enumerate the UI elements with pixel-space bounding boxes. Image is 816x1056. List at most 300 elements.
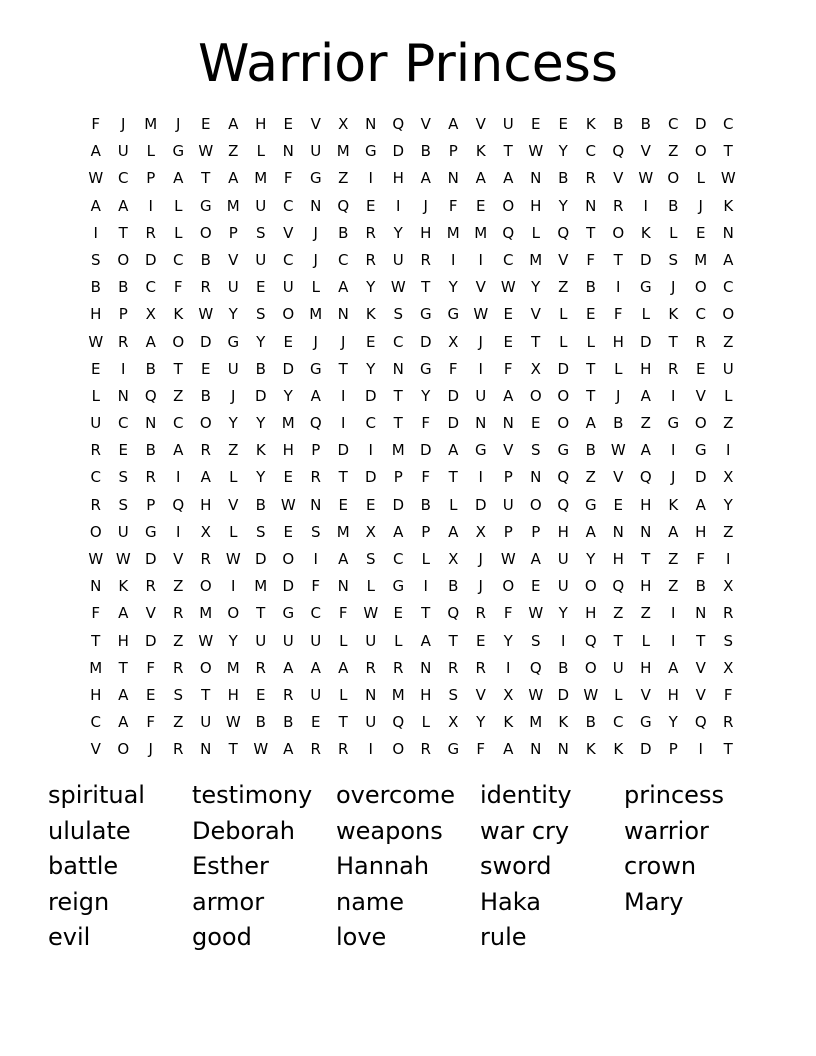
grid-letter[interactable]: I xyxy=(671,604,676,623)
grid-letter[interactable]: L xyxy=(559,332,568,351)
grid-letter[interactable]: J xyxy=(671,278,676,297)
grid-letter[interactable]: A xyxy=(338,550,349,568)
grid-letter[interactable]: Y xyxy=(531,278,541,297)
grid-letter[interactable]: G xyxy=(584,495,597,514)
grid-letter[interactable]: T xyxy=(173,359,183,378)
grid-letter[interactable]: R xyxy=(283,685,294,704)
grid-letter[interactable]: Z xyxy=(723,522,734,541)
grid-letter[interactable]: F xyxy=(91,115,101,133)
grid-letter[interactable]: A xyxy=(90,196,101,215)
grid-letter[interactable]: H xyxy=(557,522,569,541)
grid-letter[interactable]: L xyxy=(641,305,650,324)
grid-letter[interactable]: A xyxy=(640,386,651,405)
grid-letter[interactable]: Y xyxy=(558,196,568,215)
grid-letter[interactable]: R xyxy=(200,441,211,460)
grid-letter[interactable]: X xyxy=(338,115,349,133)
grid-letter[interactable]: U xyxy=(227,278,239,297)
grid-letter[interactable]: W xyxy=(500,278,516,297)
grid-letter[interactable]: P xyxy=(146,495,156,514)
grid-letter[interactable]: D xyxy=(694,468,707,487)
grid-letter[interactable]: S xyxy=(365,550,376,568)
grid-letter[interactable]: R xyxy=(723,604,734,623)
grid-letter[interactable]: V xyxy=(90,740,101,759)
grid-letter[interactable]: N xyxy=(722,223,734,242)
grid-letter[interactable]: U xyxy=(310,685,322,704)
grid-letter[interactable]: Z xyxy=(723,332,734,351)
grid-letter[interactable]: C xyxy=(723,115,734,133)
grid-letter[interactable]: H xyxy=(640,577,652,596)
grid-letter[interactable]: A xyxy=(393,522,404,541)
grid-letter[interactable]: X xyxy=(723,577,734,596)
grid-letter[interactable]: V xyxy=(475,278,486,297)
grid-letter[interactable]: X xyxy=(475,522,486,541)
grid-letter[interactable]: N xyxy=(530,468,542,487)
grid-letter[interactable]: M xyxy=(529,713,543,732)
grid-letter[interactable]: Z xyxy=(585,468,596,487)
grid-letter[interactable]: I xyxy=(368,169,373,188)
grid-letter[interactable]: W xyxy=(610,441,626,460)
grid-letter[interactable]: B xyxy=(613,414,624,433)
grid-letter[interactable]: U xyxy=(255,631,267,650)
grid-letter[interactable]: Y xyxy=(586,550,596,568)
grid-letter[interactable]: W xyxy=(198,305,214,324)
grid-letter[interactable]: T xyxy=(91,631,101,650)
grid-letter[interactable]: Z xyxy=(338,169,349,188)
grid-letter[interactable]: D xyxy=(282,359,295,378)
grid-letter[interactable]: J xyxy=(148,740,153,759)
grid-letter[interactable]: S xyxy=(118,468,129,487)
grid-letter[interactable]: C xyxy=(90,713,101,732)
grid-letter[interactable]: O xyxy=(172,332,185,351)
grid-letter[interactable]: U xyxy=(557,550,569,568)
grid-letter[interactable]: C xyxy=(613,713,624,732)
grid-letter[interactable]: B xyxy=(118,278,129,297)
grid-letter[interactable]: R xyxy=(448,658,459,677)
grid-letter[interactable]: G xyxy=(419,305,432,324)
grid-letter[interactable]: B xyxy=(200,386,211,405)
grid-letter[interactable]: L xyxy=(696,169,705,188)
grid-letter[interactable]: O xyxy=(529,495,542,514)
grid-letter[interactable]: M xyxy=(529,250,543,269)
grid-letter[interactable]: Z xyxy=(640,604,651,623)
grid-letter[interactable]: T xyxy=(421,278,431,297)
grid-letter[interactable]: N xyxy=(200,740,212,759)
grid-letter[interactable]: S xyxy=(530,441,541,460)
grid-letter[interactable]: I xyxy=(368,441,373,460)
grid-letter[interactable]: J xyxy=(698,196,703,215)
grid-letter[interactable]: G xyxy=(172,142,185,161)
grid-letter[interactable]: N xyxy=(475,414,487,433)
grid-letter[interactable]: O xyxy=(392,740,405,759)
grid-letter[interactable]: Z xyxy=(723,414,734,433)
grid-letter[interactable]: J xyxy=(478,332,483,351)
grid-letter[interactable]: N xyxy=(310,196,322,215)
grid-letter[interactable]: C xyxy=(503,250,514,269)
grid-letter[interactable]: V xyxy=(640,142,651,161)
grid-letter[interactable]: N xyxy=(337,577,349,596)
grid-letter[interactable]: R xyxy=(668,359,679,378)
grid-letter[interactable]: W xyxy=(720,169,736,188)
grid-letter[interactable]: U xyxy=(392,250,404,269)
grid-letter[interactable]: Q xyxy=(584,631,597,650)
grid-letter[interactable]: B xyxy=(338,223,349,242)
grid-letter[interactable]: G xyxy=(557,441,570,460)
grid-letter[interactable]: A xyxy=(338,658,349,677)
grid-letter[interactable]: J xyxy=(423,196,428,215)
grid-letter[interactable]: R xyxy=(695,332,706,351)
grid-letter[interactable]: U xyxy=(557,577,569,596)
grid-letter[interactable]: V xyxy=(420,115,431,133)
grid-letter[interactable]: G xyxy=(474,441,487,460)
grid-letter[interactable]: R xyxy=(118,332,129,351)
grid-letter[interactable]: V xyxy=(558,250,569,269)
grid-letter[interactable]: Y xyxy=(421,386,431,405)
grid-letter[interactable]: S xyxy=(255,522,266,541)
grid-letter[interactable]: J xyxy=(616,386,621,405)
grid-letter[interactable]: C xyxy=(310,604,321,623)
grid-letter[interactable]: H xyxy=(640,359,652,378)
grid-letter[interactable]: A xyxy=(668,658,679,677)
grid-letter[interactable]: W xyxy=(528,142,544,161)
grid-letter[interactable]: O xyxy=(117,250,130,269)
grid-letter[interactable]: E xyxy=(696,223,706,242)
grid-letter[interactable]: S xyxy=(530,631,541,650)
grid-letter[interactable]: I xyxy=(423,577,428,596)
grid-letter[interactable]: L xyxy=(641,631,650,650)
grid-letter[interactable]: V xyxy=(695,685,706,704)
grid-letter[interactable]: D xyxy=(392,495,405,514)
grid-letter[interactable]: D xyxy=(364,468,377,487)
grid-letter[interactable]: R xyxy=(145,223,156,242)
grid-letter[interactable]: K xyxy=(668,495,679,514)
grid-letter[interactable]: J xyxy=(313,332,318,351)
grid-letter[interactable]: B xyxy=(90,278,101,297)
grid-letter[interactable]: F xyxy=(448,359,458,378)
grid-letter[interactable]: Y xyxy=(256,414,266,433)
grid-letter[interactable]: P xyxy=(503,468,513,487)
grid-letter[interactable]: E xyxy=(283,332,293,351)
grid-letter[interactable]: Z xyxy=(613,604,624,623)
grid-letter[interactable]: R xyxy=(200,278,211,297)
grid-letter[interactable]: K xyxy=(255,441,266,460)
grid-letter[interactable]: L xyxy=(394,631,403,650)
grid-letter[interactable]: T xyxy=(586,386,596,405)
grid-letter[interactable]: G xyxy=(639,278,652,297)
grid-letter[interactable]: L xyxy=(146,142,155,161)
grid-letter[interactable]: T xyxy=(201,169,211,188)
grid-letter[interactable]: E xyxy=(476,631,486,650)
grid-letter[interactable]: T xyxy=(503,142,513,161)
grid-letter[interactable]: G xyxy=(309,169,322,188)
grid-letter[interactable]: J xyxy=(231,386,236,405)
grid-letter[interactable]: E xyxy=(696,359,706,378)
grid-letter[interactable]: U xyxy=(722,359,734,378)
grid-letter[interactable]: A xyxy=(448,115,459,133)
grid-letter[interactable]: P xyxy=(668,740,678,759)
grid-letter[interactable]: Q xyxy=(612,142,625,161)
grid-letter[interactable]: L xyxy=(559,305,568,324)
grid-letter[interactable]: W xyxy=(638,169,654,188)
grid-letter[interactable]: T xyxy=(228,740,238,759)
grid-letter[interactable]: T xyxy=(723,740,733,759)
grid-letter[interactable]: I xyxy=(176,468,181,487)
grid-letter[interactable]: A xyxy=(420,169,431,188)
grid-letter[interactable]: Y xyxy=(476,713,486,732)
grid-letter[interactable]: R xyxy=(145,468,156,487)
grid-letter[interactable]: T xyxy=(338,468,348,487)
grid-letter[interactable]: X xyxy=(365,522,376,541)
grid-letter[interactable]: S xyxy=(723,631,734,650)
grid-letter[interactable]: E xyxy=(531,115,541,133)
grid-letter[interactable]: E xyxy=(256,685,266,704)
grid-letter[interactable]: A xyxy=(530,550,541,568)
grid-letter[interactable]: Y xyxy=(256,468,266,487)
grid-letter[interactable]: O xyxy=(612,223,625,242)
grid-letter[interactable]: X xyxy=(723,468,734,487)
grid-letter[interactable]: Z xyxy=(173,577,184,596)
grid-letter[interactable]: J xyxy=(478,577,483,596)
grid-letter[interactable]: X xyxy=(503,685,514,704)
grid-letter[interactable]: P xyxy=(118,305,128,324)
grid-letter[interactable]: E xyxy=(366,332,376,351)
grid-letter[interactable]: W xyxy=(473,305,489,324)
grid-letter[interactable]: H xyxy=(90,305,102,324)
grid-letter[interactable]: V xyxy=(173,550,184,568)
grid-letter[interactable]: L xyxy=(531,223,540,242)
grid-letter[interactable]: Z xyxy=(558,278,569,297)
grid-letter[interactable]: F xyxy=(696,550,706,568)
grid-letter[interactable]: R xyxy=(420,250,431,269)
grid-letter[interactable]: G xyxy=(639,713,652,732)
grid-letter[interactable]: R xyxy=(475,604,486,623)
grid-letter[interactable]: A xyxy=(668,522,679,541)
grid-letter[interactable]: K xyxy=(668,305,679,324)
grid-letter[interactable]: R xyxy=(365,250,376,269)
grid-letter[interactable]: H xyxy=(392,169,404,188)
grid-letter[interactable]: U xyxy=(227,359,239,378)
grid-letter[interactable]: T xyxy=(586,223,596,242)
grid-letter[interactable]: T xyxy=(256,604,266,623)
grid-letter[interactable]: W xyxy=(88,169,104,188)
grid-letter[interactable]: N xyxy=(117,386,129,405)
grid-letter[interactable]: H xyxy=(200,495,212,514)
grid-letter[interactable]: A xyxy=(338,278,349,297)
grid-letter[interactable]: D xyxy=(254,386,267,405)
grid-letter[interactable]: T xyxy=(613,631,623,650)
grid-letter[interactable]: F xyxy=(146,713,156,732)
grid-letter[interactable]: N xyxy=(502,414,514,433)
grid-letter[interactable]: E xyxy=(311,713,321,732)
grid-letter[interactable]: B xyxy=(448,577,459,596)
grid-letter[interactable]: C xyxy=(393,550,404,568)
grid-letter[interactable]: Z xyxy=(668,550,679,568)
grid-letter[interactable]: L xyxy=(614,359,623,378)
grid-letter[interactable]: S xyxy=(668,250,679,269)
grid-letter[interactable]: Z xyxy=(173,713,184,732)
grid-letter[interactable]: S xyxy=(255,305,266,324)
grid-letter[interactable]: F xyxy=(91,604,101,623)
grid-letter[interactable]: U xyxy=(365,631,377,650)
grid-letter[interactable]: C xyxy=(393,332,404,351)
grid-letter[interactable]: A xyxy=(118,713,129,732)
grid-letter[interactable]: M xyxy=(226,196,240,215)
grid-letter[interactable]: V xyxy=(475,115,486,133)
grid-letter[interactable]: U xyxy=(502,115,514,133)
grid-letter[interactable]: Y xyxy=(558,604,568,623)
grid-letter[interactable]: I xyxy=(231,577,236,596)
grid-letter[interactable]: E xyxy=(256,278,266,297)
grid-letter[interactable]: C xyxy=(173,414,184,433)
grid-letter[interactable]: I xyxy=(561,631,566,650)
grid-letter[interactable]: I xyxy=(726,441,731,460)
grid-letter[interactable]: B xyxy=(200,250,211,269)
grid-letter[interactable]: N xyxy=(365,115,377,133)
grid-letter[interactable]: M xyxy=(199,604,213,623)
grid-letter[interactable]: N xyxy=(640,522,652,541)
grid-letter[interactable]: I xyxy=(698,740,703,759)
grid-letter[interactable]: F xyxy=(586,250,596,269)
grid-letter[interactable]: Q xyxy=(557,223,570,242)
grid-letter[interactable]: K xyxy=(723,196,734,215)
grid-letter[interactable]: E xyxy=(366,495,376,514)
grid-letter[interactable]: A xyxy=(90,142,101,161)
grid-letter[interactable]: D xyxy=(144,250,157,269)
grid-letter[interactable]: E xyxy=(146,685,156,704)
grid-letter[interactable]: N xyxy=(310,495,322,514)
grid-letter[interactable]: O xyxy=(117,740,130,759)
grid-letter[interactable]: L xyxy=(339,631,348,650)
grid-letter[interactable]: Y xyxy=(503,631,513,650)
grid-letter[interactable]: M xyxy=(89,658,103,677)
grid-letter[interactable]: N xyxy=(337,305,349,324)
grid-letter[interactable]: W xyxy=(390,278,406,297)
grid-letter[interactable]: I xyxy=(671,631,676,650)
grid-letter[interactable]: L xyxy=(229,468,238,487)
grid-letter[interactable]: A xyxy=(695,495,706,514)
grid-letter[interactable]: Y xyxy=(366,359,376,378)
grid-letter[interactable]: J xyxy=(176,115,181,133)
grid-letter[interactable]: I xyxy=(93,223,98,242)
grid-letter[interactable]: A xyxy=(118,685,129,704)
grid-letter[interactable]: A xyxy=(200,468,211,487)
grid-letter[interactable]: M xyxy=(226,658,240,677)
grid-letter[interactable]: Q xyxy=(392,713,405,732)
grid-letter[interactable]: C xyxy=(338,250,349,269)
grid-letter[interactable]: L xyxy=(421,550,430,568)
grid-letter[interactable]: S xyxy=(310,522,321,541)
grid-letter[interactable]: J xyxy=(121,115,126,133)
grid-letter[interactable]: C xyxy=(145,278,156,297)
grid-letter[interactable]: I xyxy=(726,550,731,568)
grid-letter[interactable]: H xyxy=(612,550,624,568)
grid-letter[interactable]: K xyxy=(585,740,596,759)
grid-letter[interactable]: B xyxy=(558,658,569,677)
grid-letter[interactable]: J xyxy=(671,468,676,487)
grid-letter[interactable]: F xyxy=(723,685,733,704)
grid-letter[interactable]: D xyxy=(419,332,432,351)
grid-letter[interactable]: Y xyxy=(366,278,376,297)
grid-letter[interactable]: B xyxy=(145,359,156,378)
grid-letter[interactable]: E xyxy=(531,577,541,596)
grid-letter[interactable]: N xyxy=(530,740,542,759)
grid-letter[interactable]: H xyxy=(420,685,432,704)
grid-letter[interactable]: M xyxy=(336,142,350,161)
grid-letter[interactable]: T xyxy=(393,414,403,433)
grid-letter[interactable]: T xyxy=(668,332,678,351)
grid-letter[interactable]: O xyxy=(694,278,707,297)
grid-letter[interactable]: C xyxy=(283,196,294,215)
grid-letter[interactable]: R xyxy=(200,550,211,568)
grid-letter[interactable]: L xyxy=(174,223,183,242)
grid-letter[interactable]: W xyxy=(88,550,104,568)
grid-letter[interactable]: B xyxy=(668,196,679,215)
grid-letter[interactable]: A xyxy=(503,386,514,405)
grid-letter[interactable]: G xyxy=(447,305,460,324)
grid-letter[interactable]: M xyxy=(446,223,460,242)
grid-letter[interactable]: X xyxy=(200,522,211,541)
grid-letter[interactable]: D xyxy=(254,550,267,568)
grid-letter[interactable]: V xyxy=(530,305,541,324)
grid-letter[interactable]: F xyxy=(613,305,623,324)
grid-letter[interactable]: Q xyxy=(694,713,707,732)
grid-letter[interactable]: W xyxy=(225,713,241,732)
grid-letter[interactable]: E xyxy=(283,522,293,541)
grid-letter[interactable]: F xyxy=(311,577,321,596)
grid-letter[interactable]: H xyxy=(530,196,542,215)
grid-letter[interactable]: Z xyxy=(173,386,184,405)
grid-letter[interactable]: F xyxy=(503,604,513,623)
grid-letter[interactable]: F xyxy=(283,169,293,188)
grid-letter[interactable]: K xyxy=(558,713,569,732)
grid-letter[interactable]: H xyxy=(255,115,267,133)
grid-letter[interactable]: I xyxy=(616,278,621,297)
grid-letter[interactable]: J xyxy=(313,223,318,242)
grid-letter[interactable]: E xyxy=(338,495,348,514)
grid-letter[interactable]: L xyxy=(339,685,348,704)
grid-letter[interactable]: Y xyxy=(228,414,238,433)
grid-letter[interactable]: I xyxy=(368,740,373,759)
grid-letter[interactable]: N xyxy=(695,604,707,623)
grid-letter[interactable]: E xyxy=(201,115,211,133)
grid-letter[interactable]: N xyxy=(365,685,377,704)
grid-letter[interactable]: F xyxy=(421,468,431,487)
grid-letter[interactable]: X xyxy=(448,713,459,732)
grid-letter[interactable]: B xyxy=(283,713,294,732)
grid-letter[interactable]: B xyxy=(640,115,651,133)
grid-letter[interactable]: B xyxy=(695,577,706,596)
grid-letter[interactable]: D xyxy=(694,115,707,133)
grid-letter[interactable]: I xyxy=(121,359,126,378)
grid-letter[interactable]: F xyxy=(173,278,183,297)
grid-letter[interactable]: F xyxy=(338,604,348,623)
grid-letter[interactable]: R xyxy=(255,658,266,677)
grid-letter[interactable]: G xyxy=(199,196,212,215)
grid-letter[interactable]: H xyxy=(117,631,129,650)
grid-letter[interactable]: Y xyxy=(448,278,458,297)
grid-letter[interactable]: A xyxy=(420,631,431,650)
grid-letter[interactable]: R xyxy=(723,713,734,732)
grid-letter[interactable]: W xyxy=(253,740,269,759)
grid-letter[interactable]: A xyxy=(448,441,459,460)
grid-letter[interactable]: A xyxy=(585,414,596,433)
grid-letter[interactable]: G xyxy=(419,359,432,378)
grid-letter[interactable]: O xyxy=(694,142,707,161)
grid-letter[interactable]: D xyxy=(282,577,295,596)
grid-letter[interactable]: O xyxy=(199,658,212,677)
grid-letter[interactable]: S xyxy=(118,495,129,514)
grid-letter[interactable]: D xyxy=(557,359,570,378)
grid-letter[interactable]: R xyxy=(338,740,349,759)
